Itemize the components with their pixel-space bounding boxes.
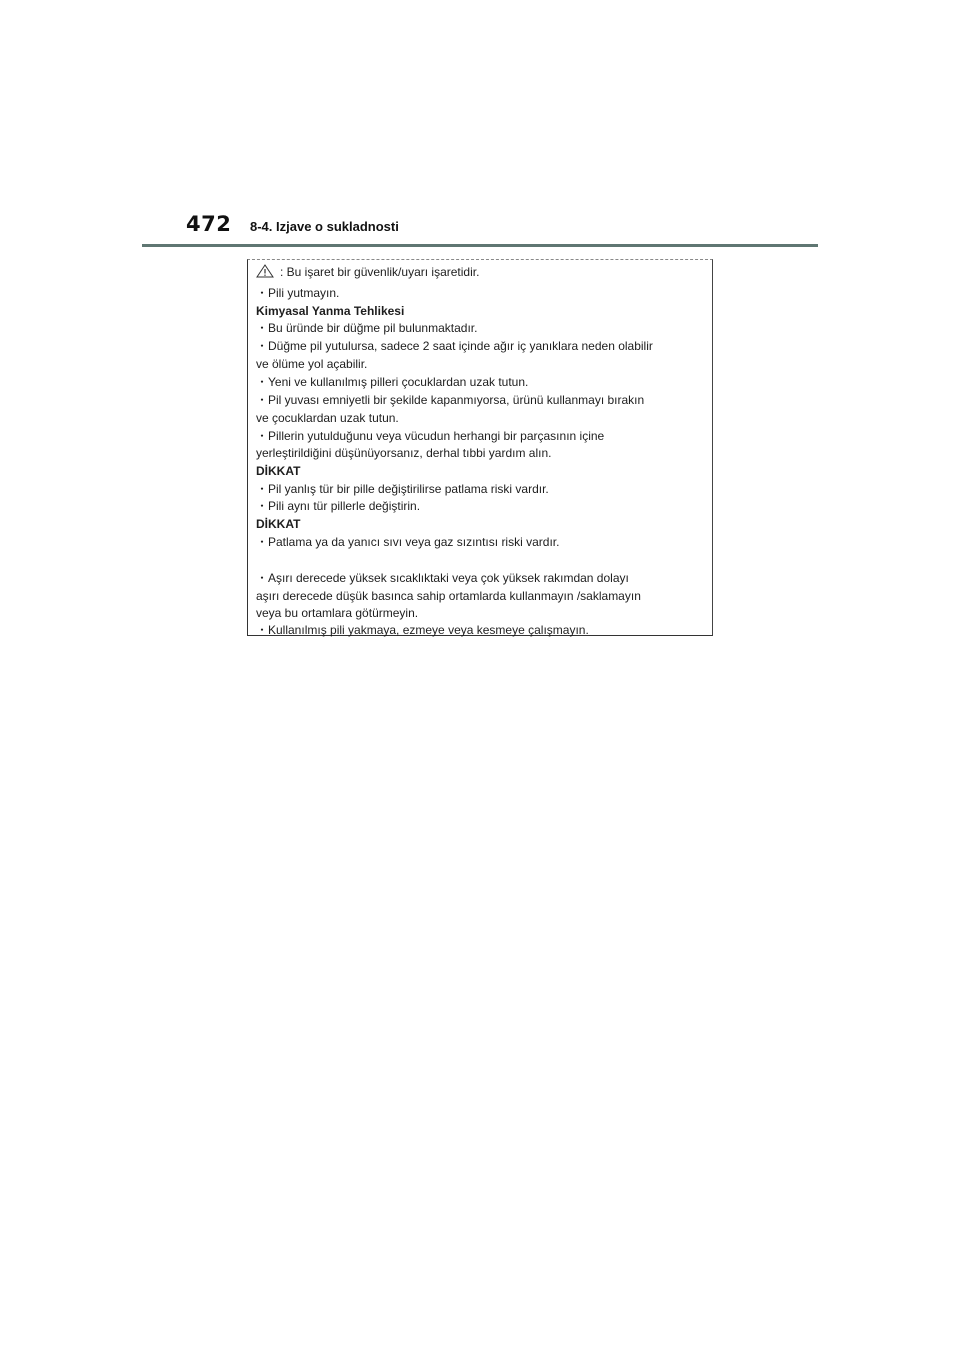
section-title: 8-4. Izjave o sukladnosti [250, 219, 399, 234]
notice-line: ・Patlama ya da yanıcı sıvı veya gaz sızıntısı riski vardır. [256, 535, 560, 549]
notice-heading: DİKKAT [256, 517, 301, 531]
notice-line: ・Kullanılmış pili yakmaya, ezmeye veya kesmeye çalışmayın. [256, 623, 589, 637]
notice-line: yerleştirildiğini düşünüyorsanız, derhal tıbbi yardım alın. [256, 446, 552, 460]
notice-line: ve ölüme yol açabilir. [256, 357, 368, 371]
notice-line: ・Aşırı derecede yüksek sıcaklıktaki veya çok yüksek rakımdan dolayı [256, 571, 629, 585]
notice-line: ・Bu üründe bir düğme pil bulunmaktadır. [256, 321, 478, 335]
notice-line-warning [256, 264, 479, 279]
notice-line: aşırı derecede düşük basınca sahip ortamlarda kullanmayın /saklamayın [256, 589, 641, 603]
notice-line: veya bu ortamlara götürmeyin. [256, 606, 419, 620]
notice-line: ・Pil yanlış tür bir pille değiştirilirse patlama riski vardır. [256, 482, 549, 496]
notice-heading: Kimyasal Yanma Tehlikesi [256, 304, 405, 318]
notice-line-text: : Bu işaret bir güvenlik/uyarı işaretidir. [280, 265, 480, 279]
page-number: 472 [186, 212, 232, 236]
notice-line: ・Pili yutmayın. [256, 286, 340, 300]
notice-line: ・Pil yuvası emniyetli bir şekilde kapanmıyorsa, ürünü kullanmayı bırakın [256, 393, 645, 407]
notice-line: ・Pillerin yutulduğunu veya vücudun herhangi bir parçasının içine [256, 429, 605, 443]
notice-heading: DİKKAT [256, 464, 301, 478]
warning-triangle-icon [256, 264, 274, 278]
notice-line: ・Yeni ve kullanılmış pilleri çocuklardan uzak tutun. [256, 375, 529, 389]
notice-line: ・Pili aynı tür pillerle değiştirin. [256, 499, 421, 513]
notice-line: ve çocuklardan uzak tutun. [256, 411, 399, 425]
header-rule [142, 244, 818, 247]
notice-line: ・Düğme pil yutulursa, sadece 2 saat içinde ağır iç yanıklara neden olabilir [256, 339, 653, 353]
